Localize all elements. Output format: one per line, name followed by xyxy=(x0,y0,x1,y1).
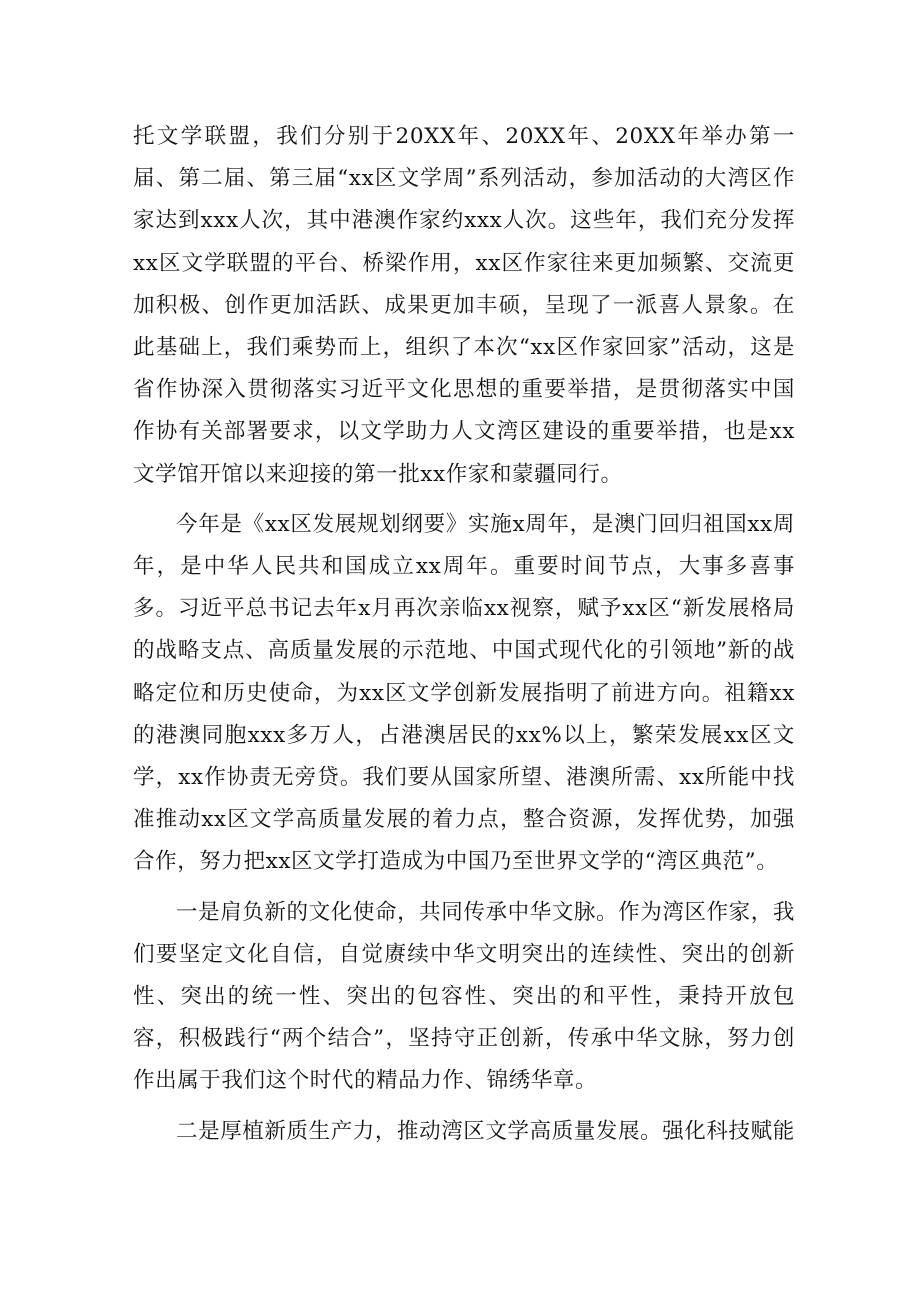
document-body xyxy=(133,116,795,1153)
paragraph-anniversary: 今年是《xx区发展规划纲要》实施x周年，是澳门回归祖国xx周年，是中华人民共和国成立xx周年。重要时间节点，大事多喜事多。习近平总书记去年x月再次亲临xx视察，赋予xx区“新发展格局的战略支点、高质量发展的示范地、中国式现代化的引领地”新的战略定位和历史使命，为xx区文学创新发展指明了前进方向。祖籍xx的港澳同胞xxx多万人，占港澳居民的xx%以上，繁荣发展xx区文学，xx作协责无旁贷。我们要从国家所望、港澳所需、xx所能中找准推动xx区文学高质量发展的着力点，整合资源，发挥优势，加强合作，努力把xx区文学打造成为中国乃至世界文学的“湾区典范”。 xyxy=(133,511,795,875)
paragraph-continued: 托文学联盟，我们分别于20XX年、20XX年、20XX年举办第一届、第二届、第三届“xx区文学周”系列活动，参加活动的大湾区作家达到xxx人次，其中港澳作家约xxx人次。这些年，我们充分发挥xx区文学联盟的平台、桥梁作用，xx区作家往来更加频繁、交流更加积极、创作更加活跃、成果更加丰硕，呈现了一派喜人景象。在此基础上，我们乘势而上，组织了本次“xx区作家回家”活动，这是省作协深入贯彻落实习近平文化思想的重要举措，是贯彻落实中国作协有关部署要求，以文学助力人文湾区建设的重要举措，也是xx文学馆开馆以来迎接的第一批xx作家和蒙疆同行。 xyxy=(133,124,795,487)
paragraph-point-one: 一是肩负新的文化使命，共同传承中华文脉。作为湾区作家，我们要坚定文化自信，自觉赓续中华文明突出的连续性、突出的创新性、突出的统一性、突出的包容性、突出的和平性，秉持开放包容，积极践行“两个结合”，坚持守正创新，传承中华文脉，努力创作出属于我们这个时代的精品力作、锦绣华章。 xyxy=(133,899,795,1094)
paragraph-point-two: 二是厚植新质生产力，推动湾区文学高质量发展。强化科技赋能 xyxy=(176,1118,795,1144)
